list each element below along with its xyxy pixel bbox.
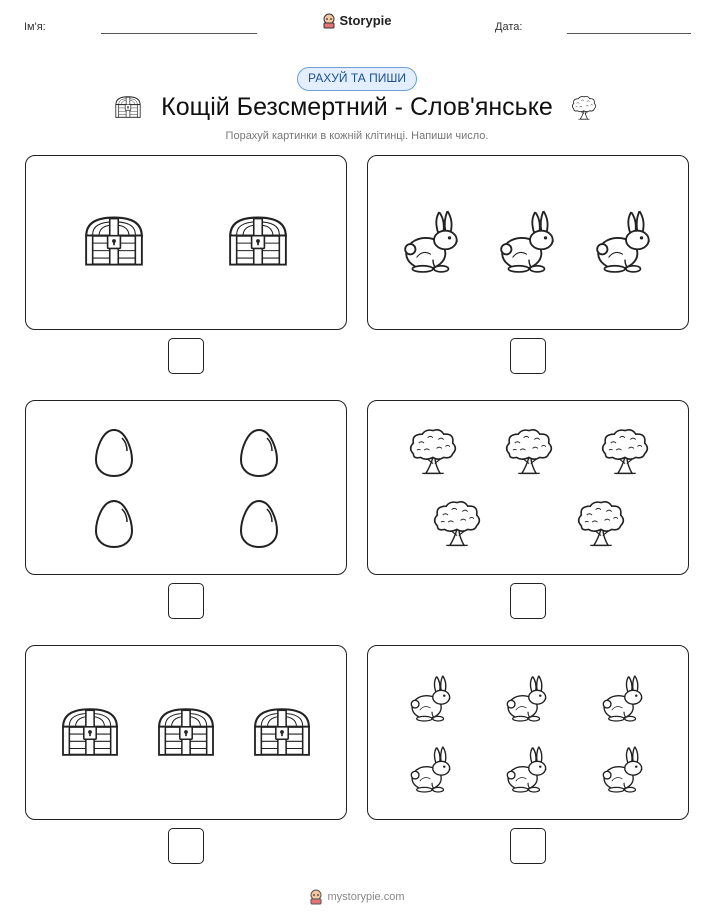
counting-cell-3 [25,400,347,575]
chest-icon [82,214,146,268]
storypie-mascot-icon [309,889,323,905]
name-label: Ім'я: [24,21,46,33]
answer-box-1[interactable] [168,338,204,374]
answer-box-4[interactable] [510,583,546,619]
chest-icon [226,214,290,268]
chest-icon [251,706,313,758]
counting-cell-6 [367,645,689,820]
answer-box-2[interactable] [510,338,546,374]
counting-cell-5 [25,645,347,820]
tree-icon [598,427,652,477]
answer-box-5[interactable] [168,828,204,864]
brand-logo [0,12,714,29]
footer-url[interactable]: mystorypie.com [327,891,405,903]
rabbit-icon [505,673,551,723]
rabbit-icon [498,208,560,274]
tree-icon [574,499,628,549]
egg-icon [94,499,134,549]
egg-icon [239,499,279,549]
date-field[interactable] [567,33,691,34]
chest-icon [155,706,217,758]
brand-name: Storypie [339,13,392,29]
rabbit-icon [409,673,455,723]
tree-icon [570,94,598,122]
answer-box-3[interactable] [168,583,204,619]
tree-icon [502,427,556,477]
counting-cell-1 [25,155,347,330]
tree-icon [430,499,484,549]
egg-icon [94,428,134,478]
rabbit-icon [402,208,464,274]
counting-cell-4 [367,400,689,575]
egg-icon [239,428,279,478]
date-label: Дата: [495,21,523,33]
instruction-text: Порахуй картинки в кожній клітинці. Напиши число. [225,130,489,142]
storypie-mascot-icon [322,13,336,29]
counting-cell-2 [367,155,689,330]
footer [0,889,714,905]
rabbit-icon [505,744,551,794]
rabbit-icon [594,208,656,274]
name-field[interactable] [101,33,257,34]
answer-box-6[interactable] [510,828,546,864]
chest-icon [59,706,121,758]
page-title: Кощій Безсмертний - Слов'янське [161,93,553,121]
rabbit-icon [409,744,455,794]
rabbit-icon [601,673,647,723]
activity-badge: РАХУЙ ТА ПИШИ [297,67,417,91]
tree-icon [406,427,460,477]
rabbit-icon [601,744,647,794]
